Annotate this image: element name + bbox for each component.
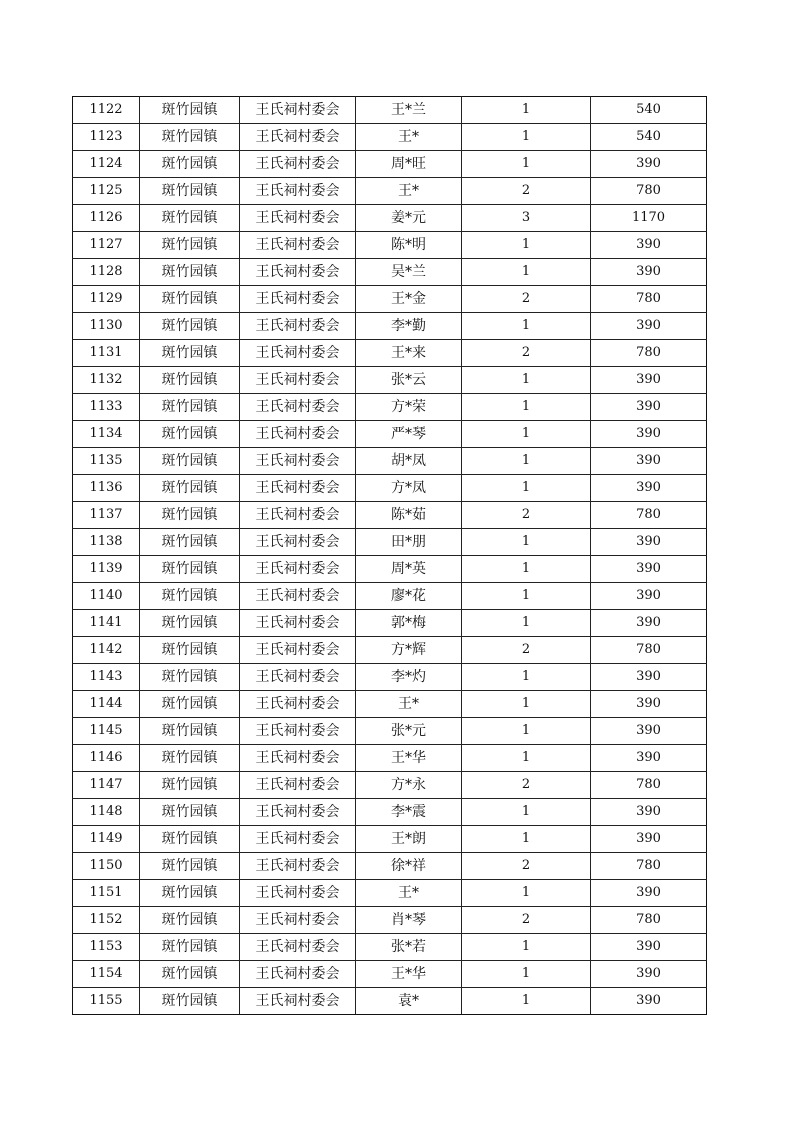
table-row (73, 340, 707, 367)
town-cell: 斑竹园镇 (140, 664, 240, 691)
amount-cell: 390 (591, 718, 707, 745)
village-committee-cell: 王氏祠村委会 (240, 178, 356, 205)
household-count-cell: 1 (462, 421, 591, 448)
name-cell: 李*震 (356, 799, 462, 826)
town-cell: 斑竹园镇 (140, 502, 240, 529)
village-committee-cell: 王氏祠村委会 (240, 475, 356, 502)
town-cell: 斑竹园镇 (140, 340, 240, 367)
household-count-cell: 2 (462, 637, 591, 664)
amount-cell: 390 (591, 313, 707, 340)
village-committee-cell: 王氏祠村委会 (240, 556, 356, 583)
village-committee-cell: 王氏祠村委会 (240, 610, 356, 637)
table-row (73, 313, 707, 340)
amount-cell: 780 (591, 637, 707, 664)
table-row (73, 502, 707, 529)
name-cell: 王* (356, 880, 462, 907)
household-count-cell: 1 (462, 961, 591, 988)
amount-cell: 390 (591, 583, 707, 610)
town-cell: 斑竹园镇 (140, 826, 240, 853)
town-cell: 斑竹园镇 (140, 799, 240, 826)
name-cell: 袁* (356, 988, 462, 1015)
amount-cell: 390 (591, 421, 707, 448)
name-cell: 方*凤 (356, 475, 462, 502)
household-count-cell: 2 (462, 286, 591, 313)
row-number-cell: 1127 (73, 232, 140, 259)
household-count-cell: 1 (462, 259, 591, 286)
name-cell: 姜*元 (356, 205, 462, 232)
household-count-cell: 3 (462, 205, 591, 232)
table-row (73, 205, 707, 232)
name-cell: 胡*凤 (356, 448, 462, 475)
name-cell: 廖*花 (356, 583, 462, 610)
town-cell: 斑竹园镇 (140, 367, 240, 394)
village-committee-cell: 王氏祠村委会 (240, 961, 356, 988)
town-cell: 斑竹园镇 (140, 178, 240, 205)
amount-cell: 780 (591, 907, 707, 934)
row-number-cell: 1141 (73, 610, 140, 637)
row-number-cell: 1151 (73, 880, 140, 907)
row-number-cell: 1155 (73, 988, 140, 1015)
row-number-cell: 1132 (73, 367, 140, 394)
village-committee-cell: 王氏祠村委会 (240, 529, 356, 556)
town-cell: 斑竹园镇 (140, 988, 240, 1015)
name-cell: 张*元 (356, 718, 462, 745)
table-row (73, 151, 707, 178)
name-cell: 陈*明 (356, 232, 462, 259)
amount-cell: 390 (591, 259, 707, 286)
household-count-cell: 1 (462, 799, 591, 826)
row-number-cell: 1136 (73, 475, 140, 502)
name-cell: 李*勤 (356, 313, 462, 340)
town-cell: 斑竹园镇 (140, 637, 240, 664)
household-count-cell: 1 (462, 97, 591, 124)
amount-cell: 390 (591, 610, 707, 637)
village-committee-cell: 王氏祠村委会 (240, 853, 356, 880)
village-committee-cell: 王氏祠村委会 (240, 151, 356, 178)
amount-cell: 1170 (591, 205, 707, 232)
town-cell: 斑竹园镇 (140, 772, 240, 799)
name-cell: 严*琴 (356, 421, 462, 448)
table-row (73, 448, 707, 475)
amount-cell: 390 (591, 961, 707, 988)
household-count-cell: 1 (462, 745, 591, 772)
village-committee-cell: 王氏祠村委会 (240, 340, 356, 367)
name-cell: 方*荣 (356, 394, 462, 421)
row-number-cell: 1126 (73, 205, 140, 232)
village-committee-cell: 王氏祠村委会 (240, 286, 356, 313)
household-count-cell: 1 (462, 664, 591, 691)
amount-cell: 390 (591, 691, 707, 718)
household-count-cell: 1 (462, 313, 591, 340)
row-number-cell: 1139 (73, 556, 140, 583)
table-row (73, 799, 707, 826)
name-cell: 方*永 (356, 772, 462, 799)
amount-cell: 540 (591, 97, 707, 124)
household-count-cell: 1 (462, 934, 591, 961)
name-cell: 李*灼 (356, 664, 462, 691)
row-number-cell: 1146 (73, 745, 140, 772)
table-row (73, 934, 707, 961)
household-count-cell: 2 (462, 178, 591, 205)
household-count-cell: 2 (462, 907, 591, 934)
household-count-cell: 1 (462, 718, 591, 745)
table-row (73, 367, 707, 394)
town-cell: 斑竹园镇 (140, 394, 240, 421)
row-number-cell: 1138 (73, 529, 140, 556)
table-row (73, 286, 707, 313)
amount-cell: 390 (591, 529, 707, 556)
table-row (73, 97, 707, 124)
town-cell: 斑竹园镇 (140, 124, 240, 151)
row-number-cell: 1134 (73, 421, 140, 448)
village-committee-cell: 王氏祠村委会 (240, 745, 356, 772)
row-number-cell: 1122 (73, 97, 140, 124)
row-number-cell: 1154 (73, 961, 140, 988)
data-table (72, 96, 707, 1015)
village-committee-cell: 王氏祠村委会 (240, 637, 356, 664)
village-committee-cell: 王氏祠村委会 (240, 421, 356, 448)
row-number-cell: 1148 (73, 799, 140, 826)
town-cell: 斑竹园镇 (140, 313, 240, 340)
village-committee-cell: 王氏祠村委会 (240, 583, 356, 610)
town-cell: 斑竹园镇 (140, 286, 240, 313)
name-cell: 周*英 (356, 556, 462, 583)
table-row (73, 637, 707, 664)
table-row (73, 475, 707, 502)
village-committee-cell: 王氏祠村委会 (240, 97, 356, 124)
table-row (73, 124, 707, 151)
town-cell: 斑竹园镇 (140, 232, 240, 259)
household-count-cell: 1 (462, 151, 591, 178)
table-body (73, 97, 707, 1015)
town-cell: 斑竹园镇 (140, 529, 240, 556)
amount-cell: 390 (591, 367, 707, 394)
village-committee-cell: 王氏祠村委会 (240, 205, 356, 232)
village-committee-cell: 王氏祠村委会 (240, 880, 356, 907)
name-cell: 徐*祥 (356, 853, 462, 880)
row-number-cell: 1147 (73, 772, 140, 799)
row-number-cell: 1152 (73, 907, 140, 934)
row-number-cell: 1123 (73, 124, 140, 151)
household-count-cell: 1 (462, 529, 591, 556)
village-committee-cell: 王氏祠村委会 (240, 448, 356, 475)
amount-cell: 780 (591, 286, 707, 313)
village-committee-cell: 王氏祠村委会 (240, 826, 356, 853)
village-committee-cell: 王氏祠村委会 (240, 988, 356, 1015)
amount-cell: 390 (591, 151, 707, 178)
household-count-cell: 2 (462, 853, 591, 880)
table-row (73, 853, 707, 880)
name-cell: 张*若 (356, 934, 462, 961)
village-committee-cell: 王氏祠村委会 (240, 772, 356, 799)
town-cell: 斑竹园镇 (140, 718, 240, 745)
row-number-cell: 1137 (73, 502, 140, 529)
household-count-cell: 1 (462, 448, 591, 475)
name-cell: 吴*兰 (356, 259, 462, 286)
table-row (73, 961, 707, 988)
amount-cell: 780 (591, 340, 707, 367)
table-row (73, 745, 707, 772)
table-row (73, 988, 707, 1015)
village-committee-cell: 王氏祠村委会 (240, 502, 356, 529)
amount-cell: 390 (591, 880, 707, 907)
table-row (73, 772, 707, 799)
table-row (73, 664, 707, 691)
household-count-cell: 2 (462, 502, 591, 529)
household-count-cell: 1 (462, 556, 591, 583)
name-cell: 张*云 (356, 367, 462, 394)
amount-cell: 780 (591, 502, 707, 529)
village-committee-cell: 王氏祠村委会 (240, 691, 356, 718)
town-cell: 斑竹园镇 (140, 583, 240, 610)
town-cell: 斑竹园镇 (140, 421, 240, 448)
row-number-cell: 1124 (73, 151, 140, 178)
row-number-cell: 1143 (73, 664, 140, 691)
table-row (73, 718, 707, 745)
row-number-cell: 1140 (73, 583, 140, 610)
table-row (73, 178, 707, 205)
village-committee-cell: 王氏祠村委会 (240, 313, 356, 340)
town-cell: 斑竹园镇 (140, 610, 240, 637)
amount-cell: 780 (591, 772, 707, 799)
table-row (73, 610, 707, 637)
table-row (73, 880, 707, 907)
amount-cell: 780 (591, 853, 707, 880)
name-cell: 王* (356, 124, 462, 151)
amount-cell: 780 (591, 178, 707, 205)
village-committee-cell: 王氏祠村委会 (240, 232, 356, 259)
table-row (73, 529, 707, 556)
household-count-cell: 1 (462, 232, 591, 259)
household-count-cell: 1 (462, 691, 591, 718)
town-cell: 斑竹园镇 (140, 853, 240, 880)
name-cell: 王*来 (356, 340, 462, 367)
amount-cell: 390 (591, 448, 707, 475)
name-cell: 方*辉 (356, 637, 462, 664)
town-cell: 斑竹园镇 (140, 205, 240, 232)
town-cell: 斑竹园镇 (140, 556, 240, 583)
name-cell: 郭*梅 (356, 610, 462, 637)
amount-cell: 390 (591, 232, 707, 259)
household-count-cell: 1 (462, 367, 591, 394)
household-count-cell: 1 (462, 124, 591, 151)
town-cell: 斑竹园镇 (140, 151, 240, 178)
amount-cell: 390 (591, 799, 707, 826)
name-cell: 王* (356, 178, 462, 205)
town-cell: 斑竹园镇 (140, 691, 240, 718)
table-row (73, 259, 707, 286)
household-count-cell: 2 (462, 340, 591, 367)
household-count-cell: 1 (462, 610, 591, 637)
household-count-cell: 1 (462, 394, 591, 421)
row-number-cell: 1131 (73, 340, 140, 367)
name-cell: 肖*琴 (356, 907, 462, 934)
village-committee-cell: 王氏祠村委会 (240, 934, 356, 961)
name-cell: 田*朋 (356, 529, 462, 556)
household-count-cell: 2 (462, 772, 591, 799)
village-committee-cell: 王氏祠村委会 (240, 367, 356, 394)
amount-cell: 390 (591, 556, 707, 583)
table-row (73, 583, 707, 610)
household-count-cell: 1 (462, 583, 591, 610)
amount-cell: 390 (591, 475, 707, 502)
town-cell: 斑竹园镇 (140, 97, 240, 124)
row-number-cell: 1125 (73, 178, 140, 205)
household-count-cell: 1 (462, 880, 591, 907)
town-cell: 斑竹园镇 (140, 448, 240, 475)
town-cell: 斑竹园镇 (140, 475, 240, 502)
amount-cell: 390 (591, 826, 707, 853)
town-cell: 斑竹园镇 (140, 961, 240, 988)
amount-cell: 390 (591, 988, 707, 1015)
table-row (73, 421, 707, 448)
name-cell: 陈*茹 (356, 502, 462, 529)
village-committee-cell: 王氏祠村委会 (240, 799, 356, 826)
village-committee-cell: 王氏祠村委会 (240, 718, 356, 745)
table-row (73, 556, 707, 583)
row-number-cell: 1133 (73, 394, 140, 421)
table-row (73, 394, 707, 421)
name-cell: 王*兰 (356, 97, 462, 124)
village-committee-cell: 王氏祠村委会 (240, 259, 356, 286)
row-number-cell: 1130 (73, 313, 140, 340)
row-number-cell: 1153 (73, 934, 140, 961)
household-count-cell: 1 (462, 988, 591, 1015)
table-row (73, 232, 707, 259)
town-cell: 斑竹园镇 (140, 745, 240, 772)
village-committee-cell: 王氏祠村委会 (240, 907, 356, 934)
name-cell: 王*朗 (356, 826, 462, 853)
household-count-cell: 1 (462, 826, 591, 853)
town-cell: 斑竹园镇 (140, 880, 240, 907)
town-cell: 斑竹园镇 (140, 907, 240, 934)
name-cell: 王*华 (356, 745, 462, 772)
table-row (73, 826, 707, 853)
household-count-cell: 1 (462, 475, 591, 502)
row-number-cell: 1144 (73, 691, 140, 718)
amount-cell: 390 (591, 394, 707, 421)
name-cell: 王* (356, 691, 462, 718)
village-committee-cell: 王氏祠村委会 (240, 394, 356, 421)
village-committee-cell: 王氏祠村委会 (240, 124, 356, 151)
table-row (73, 691, 707, 718)
row-number-cell: 1142 (73, 637, 140, 664)
amount-cell: 390 (591, 664, 707, 691)
row-number-cell: 1145 (73, 718, 140, 745)
village-committee-cell: 王氏祠村委会 (240, 664, 356, 691)
town-cell: 斑竹园镇 (140, 259, 240, 286)
table-row (73, 907, 707, 934)
row-number-cell: 1129 (73, 286, 140, 313)
row-number-cell: 1149 (73, 826, 140, 853)
amount-cell: 390 (591, 934, 707, 961)
amount-cell: 540 (591, 124, 707, 151)
row-number-cell: 1150 (73, 853, 140, 880)
name-cell: 王*华 (356, 961, 462, 988)
name-cell: 王*金 (356, 286, 462, 313)
name-cell: 周*旺 (356, 151, 462, 178)
row-number-cell: 1135 (73, 448, 140, 475)
town-cell: 斑竹园镇 (140, 934, 240, 961)
row-number-cell: 1128 (73, 259, 140, 286)
amount-cell: 390 (591, 745, 707, 772)
